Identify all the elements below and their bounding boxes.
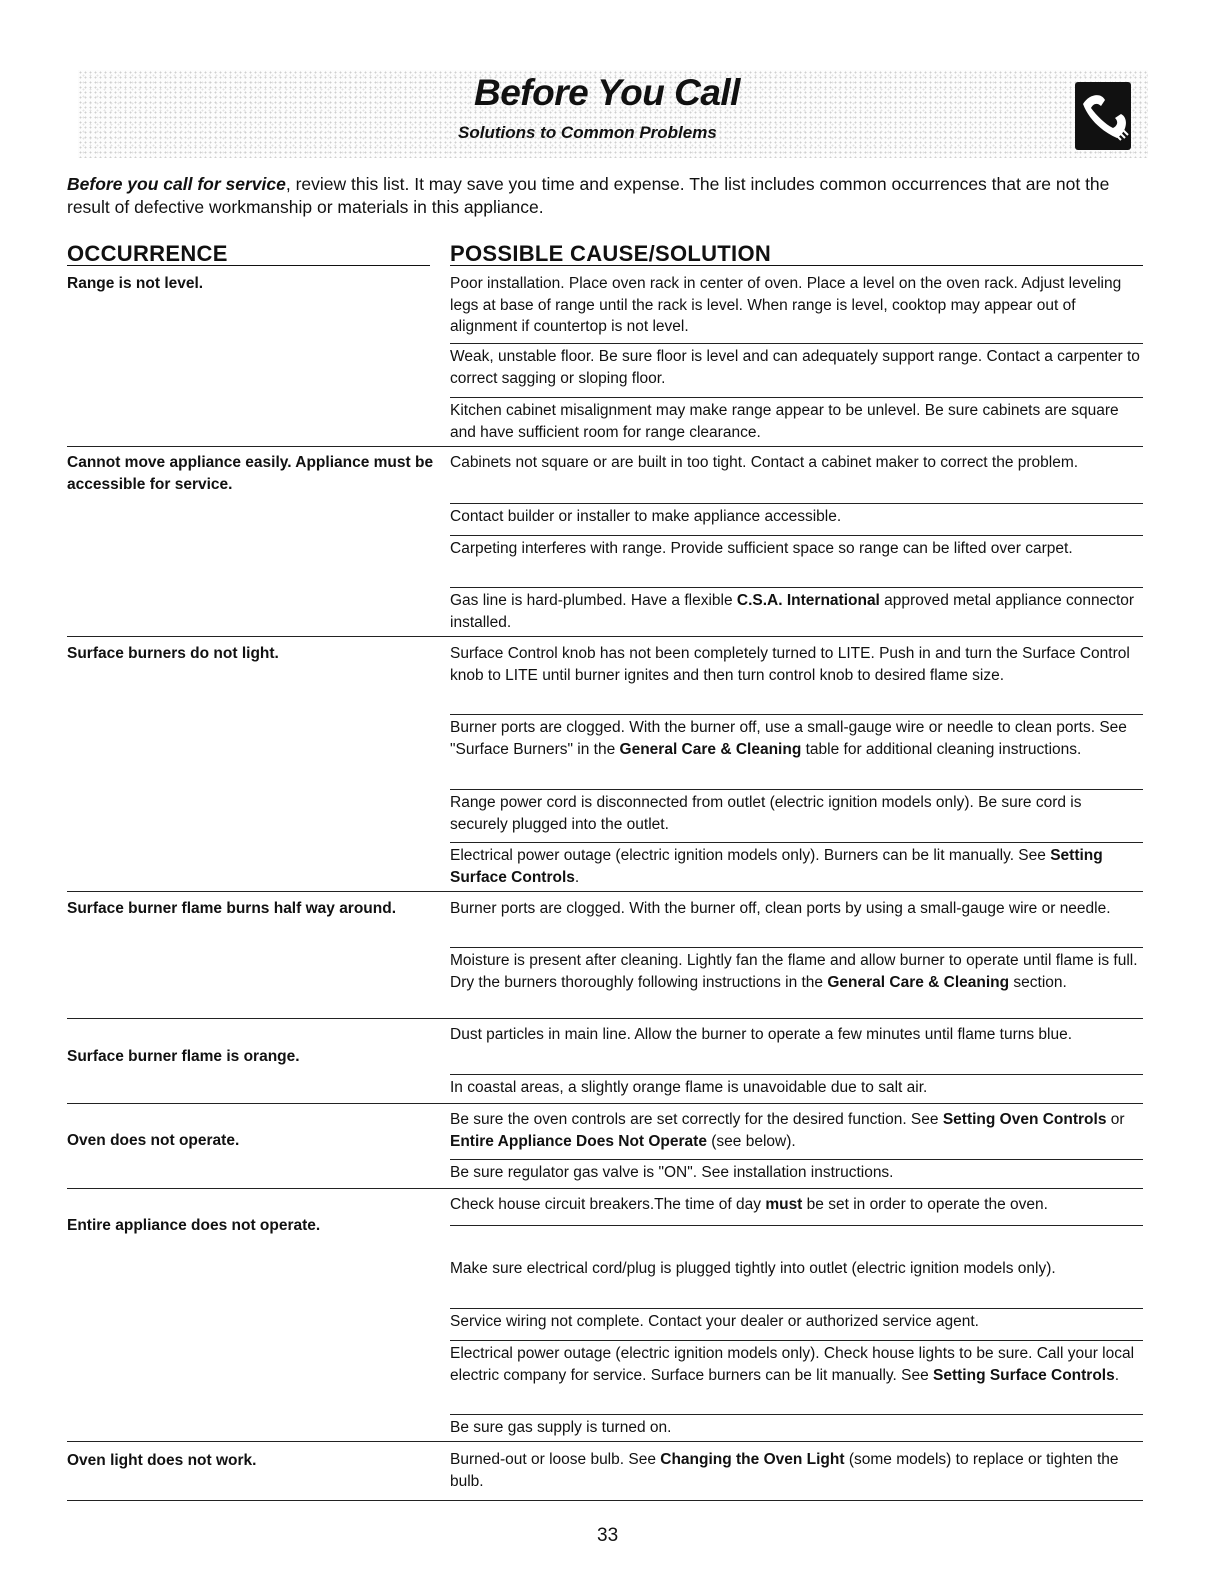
solution-text: Cabinets not square or are built in too tight. Contact a cabinet maker to correct the problem. (450, 454, 1079, 471)
solution-text: Electrical power outage (electric ignition models only). Burners can be lit manually. See (450, 847, 1051, 864)
row-divider (67, 1500, 1143, 1501)
solution-text: Burner ports are clogged. With the burner off, use a small-gauge wire or needle to clean ports. See "Surface Burners" in the (450, 719, 1127, 758)
solution-divider (450, 1225, 1143, 1226)
solution-item (450, 590, 1140, 633)
solution-text: Weak, unstable floor. Be sure floor is level and can adequately support range. Contact a carpenter to correct sagging or sloping floor. (450, 348, 1140, 387)
solution-divider (450, 789, 1143, 790)
solution-item (450, 792, 1140, 835)
solution-heading: POSSIBLE CAUSE/SOLUTION (450, 241, 772, 266)
solution-text: Carpeting interferes with range. Provide sufficient space so range can be lifted over carpet. (450, 540, 1073, 557)
solution-divider (450, 714, 1143, 715)
occurrence-item: Surface burner flame is orange. (67, 1048, 300, 1065)
occurrence-heading-rule (67, 265, 430, 266)
solution-divider (450, 1159, 1143, 1160)
occurrence-item: Range is not level. (67, 275, 204, 292)
solution-divider (450, 503, 1143, 504)
solution-emphasis: Entire Appliance Does Not Operate (450, 1132, 707, 1150)
solution-heading-rule (450, 265, 1143, 266)
phone-icon (1075, 82, 1131, 150)
solution-item (450, 273, 1140, 338)
solution-text: Range power cord is disconnected from outlet (electric ignition models only). Be sure cord is securely plugged into the outlet. (450, 794, 1082, 833)
solution-emphasis: General Care & Cleaning (619, 740, 802, 758)
solution-emphasis: General Care & Cleaning (827, 973, 1010, 991)
solution-text: (some models) to replace or tighten the bulb. (450, 1451, 1119, 1490)
solution-text: Make sure electrical cord/plug is plugged tightly into outlet (electric ignition models only). (450, 1260, 1056, 1277)
solution-divider (450, 842, 1143, 843)
solution-item (450, 1024, 1140, 1046)
solution-text: Poor installation. Place oven rack in center of oven. Place a level on the oven rack. Adjust leveling legs at base of range until the rack is level. When range is level, cooktop may appear out of alignment if countertop is not level. (450, 275, 1122, 335)
solution-item (450, 1109, 1140, 1152)
solution-item (450, 538, 1140, 560)
solution-text: Surface Control knob has not been completely turned to LITE. Push in and turn the Surface Control knob to LITE until burner ignites and then turn control knob to desired flame size. (450, 645, 1130, 684)
solution-text: Burned-out or loose bulb. See (450, 1451, 661, 1468)
solution-text: or (1106, 1111, 1125, 1128)
solution-item (450, 1077, 1140, 1099)
intro-text: , review this list. It may save you time and expense. The list includes common occurrences that are not the result of defective workmanship or materials in this appliance. (67, 174, 1110, 217)
solution-divider (450, 1074, 1143, 1075)
solution-item (450, 506, 1140, 528)
solution-text: . (574, 868, 580, 886)
solution-text: In coastal areas, a slightly orange flame is unavoidable due to salt air. (450, 1079, 928, 1096)
solution-text: Gas line is hard-plumbed. Have a flexible (450, 592, 737, 609)
solution-emphasis: Setting Surface Controls (933, 1366, 1115, 1384)
occurrence-item: Cannot move appliance easily. Appliance must be accessible for service. (67, 454, 434, 493)
solution-emphasis: C.S.A. International (736, 592, 880, 609)
row-divider (67, 1103, 1143, 1104)
solution-item (450, 1258, 1140, 1280)
solution-text: Service wiring not complete. Contact your dealer or authorized service agent. (450, 1313, 979, 1330)
solution-item (450, 950, 1140, 993)
solution-text: Moisture is present after cleaning. Lightly fan the flame and allow burner to operate until flame is full. Dry the burners thoroughly following instructions in the (450, 952, 1138, 991)
occurrence-heading: OCCURRENCE (67, 241, 228, 266)
solution-item (450, 1417, 1140, 1439)
occurrence-item: Surface burners do not light. (67, 645, 279, 662)
solution-text: section. (1009, 973, 1067, 991)
solution-divider (450, 343, 1143, 344)
solution-text: be set in order to operate the oven. (802, 1196, 1048, 1213)
row-divider (67, 891, 1143, 892)
solution-divider (450, 587, 1143, 588)
solution-item (450, 1311, 1140, 1333)
solution-item (450, 346, 1140, 389)
solution-text: approved metal appliance connector installed. (450, 592, 1135, 631)
solution-item (450, 1343, 1140, 1386)
intro-lead: Before you call for service (67, 174, 286, 194)
solution-item (450, 845, 1140, 888)
solution-item (450, 400, 1140, 443)
occurrence-item: Entire appliance does not operate. (67, 1217, 321, 1234)
solution-item (450, 1194, 1140, 1216)
solution-divider (450, 535, 1143, 536)
solution-divider (450, 397, 1143, 398)
solution-item (450, 1162, 1140, 1184)
solution-emphasis: Setting Surface Controls (450, 847, 1103, 886)
solution-text: Be sure the oven controls are set correctly for the desired function. See (450, 1111, 943, 1128)
page-number: 33 (597, 1525, 619, 1546)
solution-text: Burner ports are clogged. With the burner off, clean ports by using a small-gauge wire or needle. (450, 900, 1111, 917)
solution-item (450, 717, 1140, 760)
page-subtitle: Solutions to Common Problems (458, 123, 717, 142)
solution-item (450, 452, 1140, 474)
solution-text: (see below). (706, 1132, 796, 1150)
solution-item (450, 898, 1140, 920)
page-title: Before You Call (474, 72, 740, 113)
solution-emphasis: must (765, 1196, 803, 1213)
solution-text: Check house circuit breakers.The time of day (450, 1196, 766, 1213)
solution-text: Contact builder or installer to make appliance accessible. (450, 508, 842, 525)
solution-item (450, 643, 1140, 686)
solution-text: Electrical power outage (electric ignition models only). Check house lights to be sure. Call your local electric company for service. Surface burners can be lit manually. See (450, 1345, 1135, 1384)
solution-divider (450, 1414, 1143, 1415)
solution-text: Dust particles in main line. Allow the burner to operate a few minutes until flame turns blue. (450, 1026, 1073, 1043)
solution-divider (450, 1340, 1143, 1341)
intro-paragraph (67, 173, 1142, 219)
row-divider (67, 446, 1143, 447)
solution-text: . (1114, 1366, 1120, 1384)
solution-divider (450, 1308, 1143, 1309)
solution-item (450, 1449, 1140, 1492)
solution-emphasis: Changing the Oven Light (660, 1451, 845, 1468)
row-divider (67, 1441, 1143, 1442)
solution-emphasis: Setting Oven Controls (942, 1111, 1107, 1128)
solution-text: Kitchen cabinet misalignment may make range appear to be unlevel. Be sure cabinets are square and have sufficient room for range clearance. (450, 402, 1119, 441)
solution-text: Be sure regulator gas valve is "ON". See installation instructions. (450, 1164, 894, 1181)
occurrence-item: Surface burner flame burns half way around. (67, 900, 397, 917)
row-divider (67, 1188, 1143, 1189)
solution-divider (450, 947, 1143, 948)
occurrence-item: Oven light does not work. (67, 1452, 257, 1469)
solution-text: table for additional cleaning instructions. (801, 740, 1082, 758)
row-divider (67, 636, 1143, 637)
solution-text: Be sure gas supply is turned on. (450, 1419, 672, 1436)
occurrence-item: Oven does not operate. (67, 1132, 240, 1149)
row-divider (67, 1018, 1143, 1019)
